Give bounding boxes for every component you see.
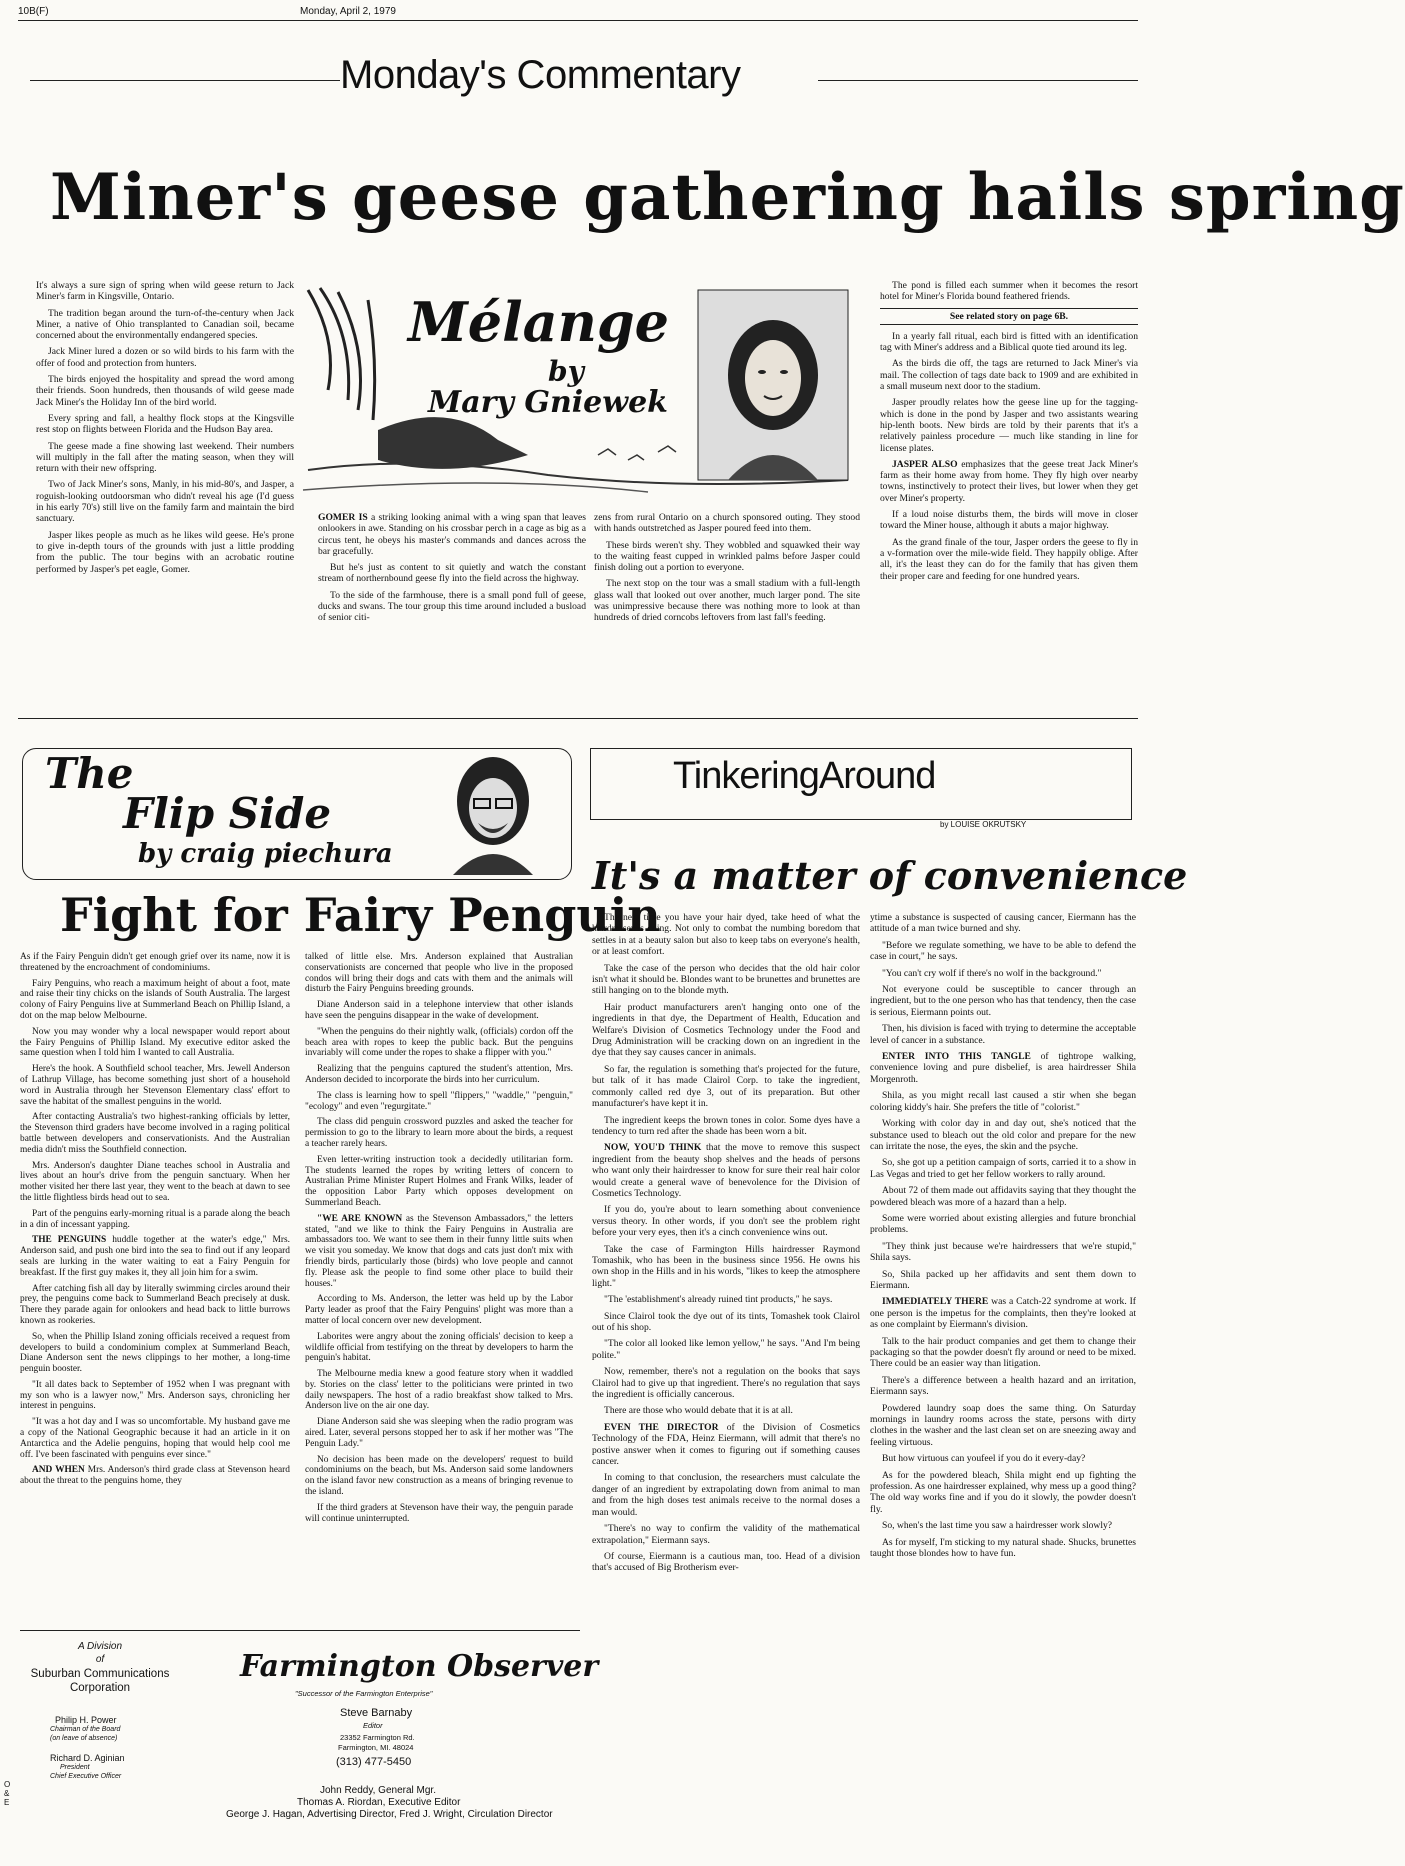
flip-c2-lead2: "WE ARE KNOWN (317, 1213, 403, 1224)
flip-c1-lead2: THE PENGUINS (32, 1235, 107, 1246)
flipside-logo-box (22, 748, 572, 880)
tink-c1c-p3: Of course, Eiermann is a cautious man, too. Head of a division that's accused of Big Brotherism ever- (592, 1550, 860, 1574)
address-line-1: 23352 Farmington Rd. (340, 1733, 415, 1742)
melange-c4b-p1: If a loud noise disturbs them, the birds will move in closer toward the Miner house, although it abuts a major highway. (880, 509, 1138, 532)
staff-line-2: Thomas A. Riordan, Executive Editor (297, 1797, 461, 1808)
flip-c2-p1: Diane Anderson said in a telephone interview that other islands have seen the penguins disappear in the wake of development. (305, 1000, 573, 1021)
editor-name: Steve Barnaby (340, 1707, 413, 1719)
tink-c1-lead2: NOW, YOU'D THINK (604, 1142, 702, 1154)
tink-c1b-p7: There are those who would debate that it is at all. (604, 1405, 793, 1417)
staff-line-1: John Reddy, General Mgr. (320, 1785, 436, 1796)
flip-c2b-p3: The Melbourne media knew a good feature story when it waddled by. Stories on the class' letter to the politicians were printed in two daily newspapers. The host of a radio breakfast show talked to Mrs. Anderson live on the air one day. (305, 1369, 573, 1412)
tink-c2-p1: "Before we regulate something, we have to be able to defend the case in court," he says. (870, 939, 1136, 963)
flip-c2b-p6: If the third graders at Stevenson have their way, the penguin parade will continue uninterrupted. (305, 1502, 573, 1524)
melange-c1-p1: The tradition began around the turn-of-the-century when Jack Miner, a native of Ohio transplanted to Canadian soil, became concerned about the environmentally endangered species. (36, 307, 294, 342)
tink-c2b-p2: Working with color day in and day out, she's noticed that the substance used to bleach out the old color and prepare for the new can irritate the nose, the eyes, the skin and the psyche. (870, 1118, 1136, 1152)
melange-c4-p2: Jasper proudly relates how the geese line up for the tagging- which is done in the pond by Jasper and two assistants wearing hip-lenth boots. New birds are told by their parents that it's a relatively painless procedure — much like standing in line for license plates. (880, 397, 1138, 454)
related-story-box: See related story on page 6B. (880, 308, 1138, 325)
melange-c1-p5: The geese made a fine showing last weekend. Their numbers will multiply in the fall after the mating season, when they will return with their new offspring. (36, 440, 294, 475)
tinkering-byline: by LOUISE OKRUTSKY (940, 820, 1027, 829)
tink-c2-lead3: IMMEDIATELY THERE (882, 1296, 989, 1308)
melange-c4-lead2: JASPER ALSO (892, 458, 958, 470)
melange-c4b-p0: emphasizes that the geese treat Jack Miner's farm as their home away from home. They fly high over nearby towns, instinctively to protect their lives, but lower when they get over Miner's property. (880, 458, 1139, 504)
chairman-title-2: (on leave of absence) (50, 1735, 118, 1742)
tink-c1b-p3: "The 'establishment's already ruined tint products," he says. (604, 1294, 833, 1306)
flip-c1-p2: Now you may wonder why a local newspaper would report about the Fairy Penguins of Phillip Island. My executive editor asked the same question when I told him I wanted to call Australia. (20, 1026, 290, 1059)
tink-c1b-p5: "The color all looked like lemon yellow," he says. "And I'm being polite." (592, 1338, 860, 1361)
tink-c2b-p6: "They think just because we're hairdressers that we're stupid," Shila says. (870, 1240, 1136, 1264)
flip-c1b-p2: So, when the Phillip Island zoning officials received a request from developers to build a condominium complex at Summerland Beach, Diane Anderson sent the news clippings to her mother, a long-time penguin booster. (20, 1331, 290, 1375)
flip-c2-p3: Realizing that the penguins captured the student's attention, Mrs. Anderson decided to incorporate the birds into her curriculum. (305, 1064, 573, 1085)
melange-c3-p1: These birds weren't shy. They wobbled and squawked their way to the waiting feast cupped in wrinkled palms before Jasper could finish doling out a portion to everyone. (594, 539, 860, 574)
melange-c2-p0: a striking looking animal with a wing span that leaves onlookers in awe. Standing on his crossbar perch in a cage as big as a circus tent, he obeys his master's commands and dances across the bar gracefully. (318, 512, 586, 557)
flip-c2b-p4: Diane Anderson said she was sleeping when the radio program was aired. Later, several persons stopped her to ask if her mother was "The Penguin Lady." (305, 1417, 573, 1449)
tink-c2b-p1: Shila, as you might recall last caused a stir when she began coloring kiddy's hair. She prefers the title of "colorist." (870, 1090, 1136, 1113)
issue-date: Monday, April 2, 1979 (300, 6, 396, 17)
tinkering-column-2 (870, 912, 1136, 1565)
flipside-name-2: Flip Side (123, 789, 332, 838)
melange-c1-p0: It's always a sure sign of spring when wild geese return to Jack Miner's farm in Kingsville, Ontario. (36, 280, 294, 303)
masthead-box (20, 1630, 599, 1826)
mid-rule (18, 718, 1138, 719)
president-name: Richard D. Aginian (50, 1753, 125, 1763)
tink-c1-p4: The ingredient keeps the brown tones in color. Some dyes have a tendency to turn red after the shade has been worn a bit. (592, 1114, 860, 1137)
tink-c2b-p3: So, she got up a petition campaign of sorts, carried it to a show in Las Vegas and tried to get her fellow workers to rally around. (870, 1157, 1136, 1180)
tink-c2c-p0: was a Catch-22 syndrome at work. If one person is the impetus for the complaints, then they're looked at as one complaint by Eiermann's division. (870, 1296, 1136, 1331)
flip-c2b-p0: as the Stevenson Ambassadors," the letters stated, "and we like to think the Fairy Penguins in Australia are ambassadors too. We want to see them in their funny little suits when we visit you someday. We know that dogs and cats just don't mix with friendly birds, particularly those (birds) who love people and cannot fly. Please ask the people to find some other place to build their houses." (305, 1213, 573, 1289)
chairman-name: Philip H. Power (55, 1715, 117, 1725)
melange-c2-p2: To the side of the farmhouse, there is a small pond full of geese, ducks and swans. The tour group this time around included a busload of senior citi- (318, 589, 586, 624)
division-line-4: Corporation (69, 1682, 131, 1694)
melange-logo-box (298, 280, 860, 500)
tink-c2-p4: Then, his division is faced with trying to determine the acceptable level of cancer in a substance. (870, 1023, 1136, 1046)
melange-byline-by: by (548, 355, 584, 388)
tink-c2c-p1: Talk to the hair product companies and get them to change their packaging so that the powder doesn't fly around or need to be mixed. There could be an easier way than litigation. (870, 1335, 1136, 1370)
melange-column-3 (594, 512, 860, 629)
flipside-headline: Fight for Fairy Penguin (60, 888, 661, 942)
paper-name: Farmington Observer (240, 1649, 599, 1684)
section-rule-left (30, 80, 340, 81)
tink-c1c-p2: "There's no way to confirm the validity of the mathematical extrapolation," Eiermann says. (592, 1523, 860, 1546)
tink-c2b-p5: Some were worried about existing allergies and future bronchial problems. (870, 1212, 1136, 1236)
melange-c4-p1: As the birds die off, the tags are returned to Jack Miner's via mail. The collection of tags date back to 1909 and are exhibited in a small museum next door to the stadium. (880, 358, 1138, 393)
flip-c1-p6: Part of the penguins early-morning ritual is a parade along the beach in a din of incessant yapping. (20, 1208, 290, 1230)
tink-c1b-p6: Now, remember, there's not a regulation on the books that says Clairol had to give up that ingredient. There's no regulation that says the ingredient is officially cancerous. (592, 1366, 860, 1401)
melange-column-4 (880, 280, 1138, 587)
melange-c4-p0: In a yearly fall ritual, each bird is fitted with an identification tag with Miner's address and a Biblical quote tied around its leg. (880, 330, 1138, 354)
staff-line-3: George J. Hagan, Advertising Director, Fred J. Wright, Circulation Director (226, 1809, 553, 1820)
melange-c1-p4: Every spring and fall, a healthy flock stops at the Kingsville rest stop on flights between Florida and the Hudson Bay area. (36, 412, 294, 436)
tink-c1b-p4: Since Clairol took the dye out of its tints, Tomashek took Clairol out of his shop. (592, 1310, 860, 1333)
tink-c1b-p2: Take the case of Farmington Hills hairdresser Raymond Tomashik, who has been in the business since 1956. He owns his own shop in the Hills and in his words, "likes to keep the atmosphere light." (592, 1243, 860, 1289)
tink-c2-p2: "You can't cry wolf if there's no wolf in the background." (882, 967, 1102, 979)
flip-c2-p4: The class is learning how to spell "flippers," "waddle," "penguin," "ecology" and even "regurgitate." (305, 1090, 573, 1112)
tink-c2c-p4: But how virtuous can youfeel if you do it every-day? (882, 1453, 1086, 1465)
tink-c1c-p1: In coming to that conclusion, the researchers must calculate the danger of an ingredient by extrapolating down from animal to man and from the high doses test animals receive to the normal doses a man would. (592, 1472, 860, 1518)
division-line-1: A Division (77, 1641, 123, 1652)
tink-c2-p3: Not everyone could be susceptible to cancer through an ingredient, but to the one person who has that tendency, then the case is serious, Eiermann points out. (870, 984, 1136, 1018)
flip-c1c: Mrs. Anderson's third grade class at Stevenson heard about the threat to the penguins home, they (20, 1465, 290, 1487)
top-rule (18, 20, 1138, 21)
division-line-3: Suburban Communications (30, 1668, 170, 1680)
tink-c2c-p7: As for myself, I'm sticking to my natural shade. Shucks, brunettes taught those blondes how to have fun. (870, 1536, 1136, 1560)
flip-c1-p3: Here's the hook. A Southfield school teacher, Mrs. Jewell Anderson of Lathrup Village, has become something just short of a household word in Australia through her Stevenson Elementary class' effort to save the habitat of the smallest penguins in the world. (20, 1064, 290, 1107)
melange-column-1 (36, 280, 294, 580)
address-line-2: Farmington, MI. 48024 (338, 1743, 414, 1752)
flip-c2-p2: "When the penguins do their nightly walk, (officials) cordon off the beach area with ropes to keep the public back. But the penguins invariably will come under the ropes to shake a flipper with you." (305, 1026, 573, 1059)
flip-c2-p5: The class did penguin crossword puzzles and asked the teacher for permission to go to the library to learn more about the birds, a request a teacher rarely hears. (305, 1117, 573, 1149)
melange-c4b-p2: As the grand finale of the tour, Jasper orders the geese to fly in a v-formation over the mile-wide field. They happily oblige. After all, it's the least they can do for the family that has given them their proper care and feeding for one hundred years. (880, 536, 1138, 582)
flip-c2b-p2: Laborites were angry about the zoning officials' decision to keep a wildlife official from testifying on the threat by developers to harm the penguin's habitat. (305, 1331, 573, 1364)
melange-c3-p2: The next stop on the tour was a small stadium with a full-length glass wall that looked out over another, much larger pond. The site was unimpressive because there was nothing more to look at than hundreds of dried corncobs leftovers from last fall's feeding. (594, 578, 860, 624)
phone-number: (313) 477-5450 (336, 1756, 412, 1768)
flip-c1b-p0: huddle together at the water's edge," Mrs. Anderson said, and push one bird into the sea to find out if any leopard seals are lurking in the water waiting to eat a Fairy Penguin for breakfast. If the first guy makes it, they all join him for a swim. (20, 1235, 290, 1278)
tink-c1b-p0: that the move to remove this suspect ingredient from the beauty shop shelves and the heads of persons who want only their hairdresser to know for sure their real hair color would create a general wave of benevolence for the Division of Cosmetics Technology. (592, 1142, 861, 1199)
flipside-byline: by craig piechura (138, 839, 393, 869)
tink-c2-p0: ytime a substance is suspected of causing cancer, Eiermann has the attitude of a man twice burned and shy. (870, 912, 1136, 935)
tink-c2c-p6: So, when's the last time you saw a hairdresser work slowly? (882, 1520, 1113, 1532)
tinkering-headline: It's a matter of convenience (592, 853, 1188, 898)
section-title: Monday's Commentary (340, 53, 741, 97)
melange-c2-p1: But he's just as content to sit quietly and watch the constant stream of northernbound geese fly into the field across the highway. (318, 562, 586, 585)
flip-c1b-p3: "It all dates back to September of 1952 when I was pregnant with my son who is a lawyer now," Mrs. Anderson says, chronicling her interest in penguins. (20, 1379, 290, 1412)
melange-headline: Miner's geese gathering hails spring (50, 160, 1405, 235)
tink-c2b-p4: About 72 of them made out affidavits saying that they thought the powdered bleach was more of a hazard than a help. (870, 1185, 1136, 1208)
flip-c1b-p1: After catching fish all day by literally swimming circles around their prey, the penguins come back to Summerland Beach precisely at dusk. There they parade again for onlookers and head back to little burrows known as rookeries. (20, 1283, 290, 1326)
flip-c2-p6: Even letter-writing instruction took a decidedly utilitarian form. The students learned the ropes by writing letters of concern to Australian Prime Minister Rupert Holmes and Frank Wilks, leader of the opposition Labor Party which opposes development on Summerland Beach. (305, 1154, 573, 1208)
melange-c1-p6: Two of Jack Miner's sons, Manly, in his mid-80's, and Jasper, a roguish-looking outdoorsman who didn't reveal his age (I'd guess in his early 70's) still live on the family farm and maintain the bird sanctuary. (36, 479, 294, 525)
melange-c2-lead: GOMER IS (318, 512, 368, 523)
flip-c1-lead3: AND WHEN (32, 1465, 85, 1476)
melange-column-name: Mélange (408, 290, 670, 354)
flip-c1b-p4: "It was a hot day and I was so uncomfortable. My husband gave me a copy of the National Geographic because it had an article in it on Antarctica and the Adelie penguins, hoping that would help cool me off. I've been fascinated with penguins ever since." (20, 1417, 290, 1460)
flip-c1-p5: Mrs. Anderson's daughter Diane teaches school in Australia and lives about an hour's drive from the penguin sanctuary. When her mother visited her there last year, they went to the beach at dawn to see the little flightless birds head out to sea. (20, 1160, 290, 1203)
melange-c3-p0: zens from rural Ontario on a church sponsored outing. They stood with hands outstretched as Jasper poured feed into them. (594, 512, 860, 535)
tinkering-column-name: TinkeringAround (673, 755, 936, 797)
flipside-column-2 (305, 952, 573, 1529)
flip-c1-p0: As if the Fairy Penguin didn't get enough grief over its name, now it is threatened by the encroachment of condominiums. (20, 952, 290, 973)
flip-c2b-p1: According to Ms. Anderson, the letter was held up by the Labor Party leader as proof that the Fairy Penguins' plight was more than a matter of local concern over new development. (305, 1294, 573, 1326)
division-line-2: of (95, 1654, 105, 1665)
tink-c2b-p7: So, Shila packed up her affidavits and sent them down to Eiermann. (870, 1268, 1136, 1291)
melange-column-2 (318, 512, 586, 629)
melange-c1-p7: Jasper likes people as much as he likes wild geese. He's prone to give in-depth tours of the grounds with just a little prodding from the public. The tour begins with an acrobatic routine performed by Jasper's pet eagle, Gomer. (36, 529, 294, 575)
tink-c1-lead3: EVEN THE DIRECTOR (604, 1421, 719, 1433)
page-number: 10B(F) (18, 6, 49, 17)
melange-c1-p2: Jack Miner lured a dozen or so wild birds to his farm with the offer of food and protection from hunters. (36, 346, 294, 369)
president-title-1: President (60, 1764, 90, 1771)
section-rule-right (818, 80, 1138, 81)
tink-c2c-p5: As for the powdered bleach, Shila might end up fighting the profession. As one hairdresser explained, why mess up a good thing? The old way works fine and if you do it slowly, the powder doesn't fly. (870, 1469, 1136, 1515)
flip-c2-p0: talked of little else. Mrs. Anderson explained that Australian conservationists are concerned that people who live in the proposed condos will bring their dogs and cats with them and the animals will disturb the Fairy Penguins breeding grounds. (305, 952, 573, 995)
flip-c2b-p5: No decision has been made on the developers' request to build condominiums on the beach, but Ms. Anderson said some landowners on the island favor new construction as a means of bringing revenue to the island. (305, 1454, 573, 1498)
successor-line: "Successor of the Farmington Enterprise" (295, 1689, 433, 1698)
flipside-name-1: The (45, 749, 134, 798)
melange-c4-top: The pond is filled each summer when it becomes the resort hotel for Miner's Florida bound feathered friends. (880, 280, 1138, 303)
tink-c1b-p1: If you do, you're about to learn something about convenience versus theory. In other words, if you don't see the problem right before your very eyes, then it's a cinch convenience wins out. (592, 1204, 860, 1239)
president-title-2: Chief Executive Officer (50, 1773, 122, 1780)
tink-c2b-p0: of tightrope walking, convenience loving and pure disbelief, is area hairdresser Shila Morgenroth. (870, 1051, 1136, 1085)
tink-c1c-p0: of the Division of Cosmetics Technology of the FDA, Heinz Eiermann, will admit that there's no postive answer when it comes to figuring out if something causes cancer. (592, 1421, 860, 1468)
chairman-title-1: Chairman of the Board (50, 1726, 121, 1733)
melange-byline-author: Mary Gniewek (428, 385, 668, 420)
author-photo (438, 753, 548, 875)
tink-c2-lead2: ENTER INTO THIS TANGLE (882, 1051, 1031, 1063)
tink-c2c-p3: Powdered laundry soap does the same thing. On Saturday mornings in laundry rooms across the state, persons with dirty clothes in the washer and the last clean set on are sneezing away and feeling virtuous. (870, 1402, 1136, 1448)
flip-c1-p1: Fairy Penguins, who reach a maximum height of about a foot, mate and raise their tiny chicks on the islands of South Australia. The largest colony of Fairy Penguins live at Summerland Beach on Phillip Island, a dot on the map below Melbourne. (20, 978, 290, 1021)
tinkering-logo-box (590, 748, 1132, 820)
tink-c1-p1: Take the case of the person who decides that the old hair color isn't what it should be. Blondes want to be brunettes and brunettes are still hanging on to the blonde myth. (592, 962, 860, 997)
melange-c1-p3: The birds enjoyed the hospitality and spread the word among their friends. Soon hundreds, then thousands of wild geese made Jack Miner's the Holiday Inn of the bird world. (36, 374, 294, 408)
flip-c1-p4: After contacting Australia's two highest-ranking officials by letter, the Stevenson third graders have become involved in a raging political battle between developers and conservationists. And the Australian media didn't miss the Southfield connection. (20, 1112, 290, 1155)
tinkering-column-1 (592, 912, 860, 1579)
tink-c1-p3: So far, the regulation is something that's projected for the future, but talk of it has made Clairol Corp. to take the ingredient, commonly called red dye 3, out of its preparation. But other manufacturer's have kept it in. (592, 1063, 860, 1110)
flipside-column-1 (20, 952, 290, 1492)
tink-c1-p0: The next time you have your hair dyed, take heed of what the hairdresser is doing. Not only to combat the numbing boredom that settles in at a beauty salon but also to keep tabs on everyone's health, or at least comfort. (592, 912, 860, 958)
tink-c1-p2: Hair product manufacturers aren't hanging onto one of the ingredients in that dye, the Department of Health, Education and Welfare's Division of Cosmetics Technology under the Food and Drug Administration will be cracking down on an ingredient in the dye that they say causes cancer in animals. (592, 1001, 860, 1059)
editor-title: Editor (363, 1721, 383, 1730)
tink-c2c-p2: There's a difference between a health hazard and an irritation, Eiermann says. (870, 1374, 1136, 1398)
side-mark: O&E (4, 1780, 11, 1807)
